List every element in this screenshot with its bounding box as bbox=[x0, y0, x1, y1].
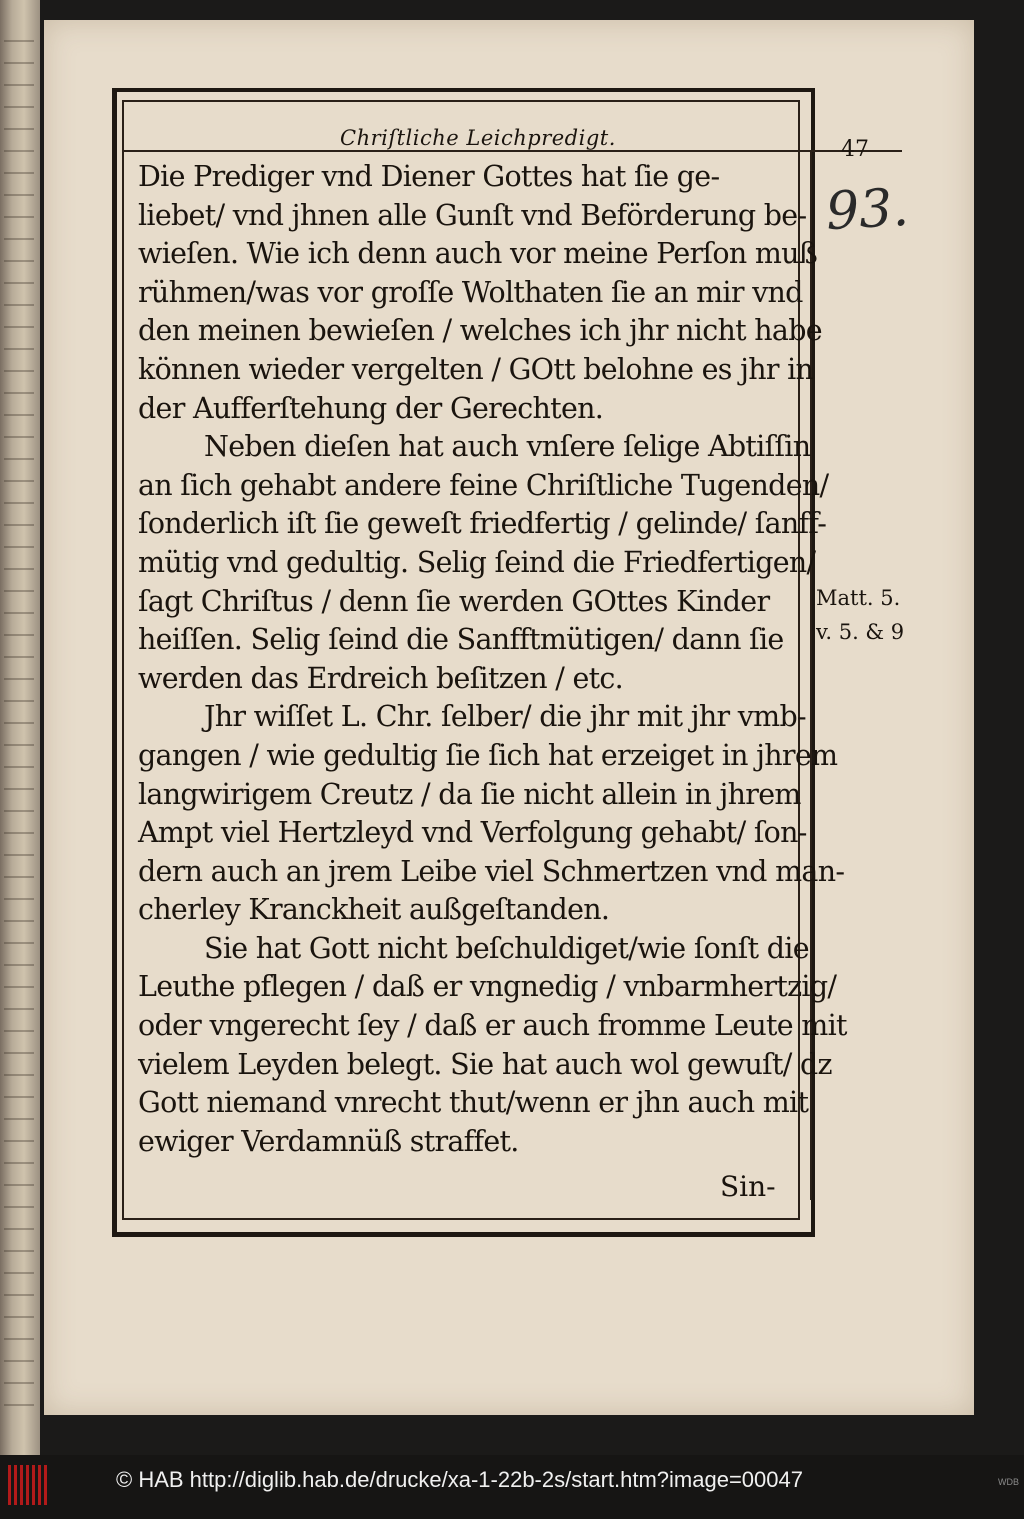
text-line: an ſich gehabt andere feine Chriſtliche Tugenden/ bbox=[138, 468, 829, 502]
text-line: wieſen. Wie ich denn auch vor meine Perſon muß bbox=[138, 237, 818, 271]
copyright-url[interactable]: © HAB http://diglib.hab.de/drucke/xa-1-22b-2s/start.htm?image=00047 bbox=[116, 1467, 803, 1492]
text-line: der Aufferſtehung der Gerechten. bbox=[138, 391, 604, 425]
text-line: Die Prediger vnd Diener Gottes hat ſie ge- bbox=[138, 160, 720, 193]
text-line: langwirigem Creutz / da ſie nicht allein in jhrem bbox=[138, 777, 801, 811]
text-line: oder vngerecht ſey / daß er auch fromme Leute mit bbox=[138, 1009, 847, 1043]
adjacent-page-edge bbox=[0, 0, 40, 1455]
text-line: ewiger Verdamnüß straffet. bbox=[138, 1124, 519, 1158]
margin-rule bbox=[810, 150, 812, 1200]
text-line: mütig vnd gedultig. Selig ſeind die Friedfertigen/ bbox=[138, 545, 816, 579]
text-line: Jhr wiſſet L. Chr. ſelber/ die jhr mit jhr vmb- bbox=[204, 700, 806, 734]
catchword: Sin- bbox=[720, 1170, 776, 1203]
text-line: den meinen bewieſen / welches ich jhr nicht habe bbox=[138, 314, 822, 348]
text-line: Ampt viel Hertzleyd vnd Verfolgung gehabt/ ſon- bbox=[138, 816, 807, 850]
text-line: ſagt Chriſtus / denn ſie werden GOttes Kinder bbox=[138, 584, 770, 618]
adjacent-page-text bbox=[4, 40, 34, 1420]
text-line: liebet/ vnd jhnen alle Gunſt vnd Beförderung be- bbox=[138, 198, 807, 232]
page-number: 47 bbox=[841, 137, 869, 162]
margin-note-verse: v. 5. & 9 bbox=[816, 620, 905, 644]
handwritten-folio-number: 93. bbox=[824, 177, 911, 243]
text-line: Neben dieſen hat auch vnſere ſelige Abtiſſin bbox=[204, 430, 811, 464]
margin-note-reference: Matt. 5. bbox=[816, 586, 901, 610]
text-line: werden das Erdreich beſitzen / etc. bbox=[138, 661, 624, 695]
text-line: heiſſen. Selig ſeind die Sanfftmütigen/ dann ſie bbox=[138, 623, 784, 657]
text-line: Gott niemand vnrecht thut/wenn er jhn auch mit bbox=[138, 1086, 809, 1120]
text-line: vielem Leyden belegt. Sie hat auch wol gewuſt/ dz bbox=[138, 1047, 832, 1081]
text-line: gangen / wie gedultig ſie ſich hat erzeiget in jhrem bbox=[138, 738, 838, 772]
text-line: dern auch an jrem Leibe viel Schmertzen vnd man- bbox=[138, 854, 845, 888]
hab-logo-icon bbox=[8, 1465, 48, 1505]
text-line: ſonderlich iſt ſie geweſt friedfertig / gelinde/ ſanff- bbox=[138, 507, 827, 541]
footer-mark: WDB bbox=[998, 1477, 1019, 1487]
text-line: rühmen/was vor groſſe Wolthaten ſie an mir vnd bbox=[138, 275, 803, 309]
text-line: Leuthe pflegen / daß er vngnedig / vnbarmhertzig/ bbox=[138, 970, 837, 1004]
text-line: können wieder vergelten / GOtt belohne es jhr in bbox=[138, 352, 814, 386]
body-text bbox=[138, 158, 847, 1161]
header-rule bbox=[122, 150, 812, 152]
text-line: Sie hat Gott nicht beſchuldiget/wie ſonſt die bbox=[204, 931, 809, 965]
running-head: Chriſtliche Leichpredigt. bbox=[340, 126, 616, 150]
text-line: cherley Kranckheit außgeſtanden. bbox=[138, 893, 610, 927]
